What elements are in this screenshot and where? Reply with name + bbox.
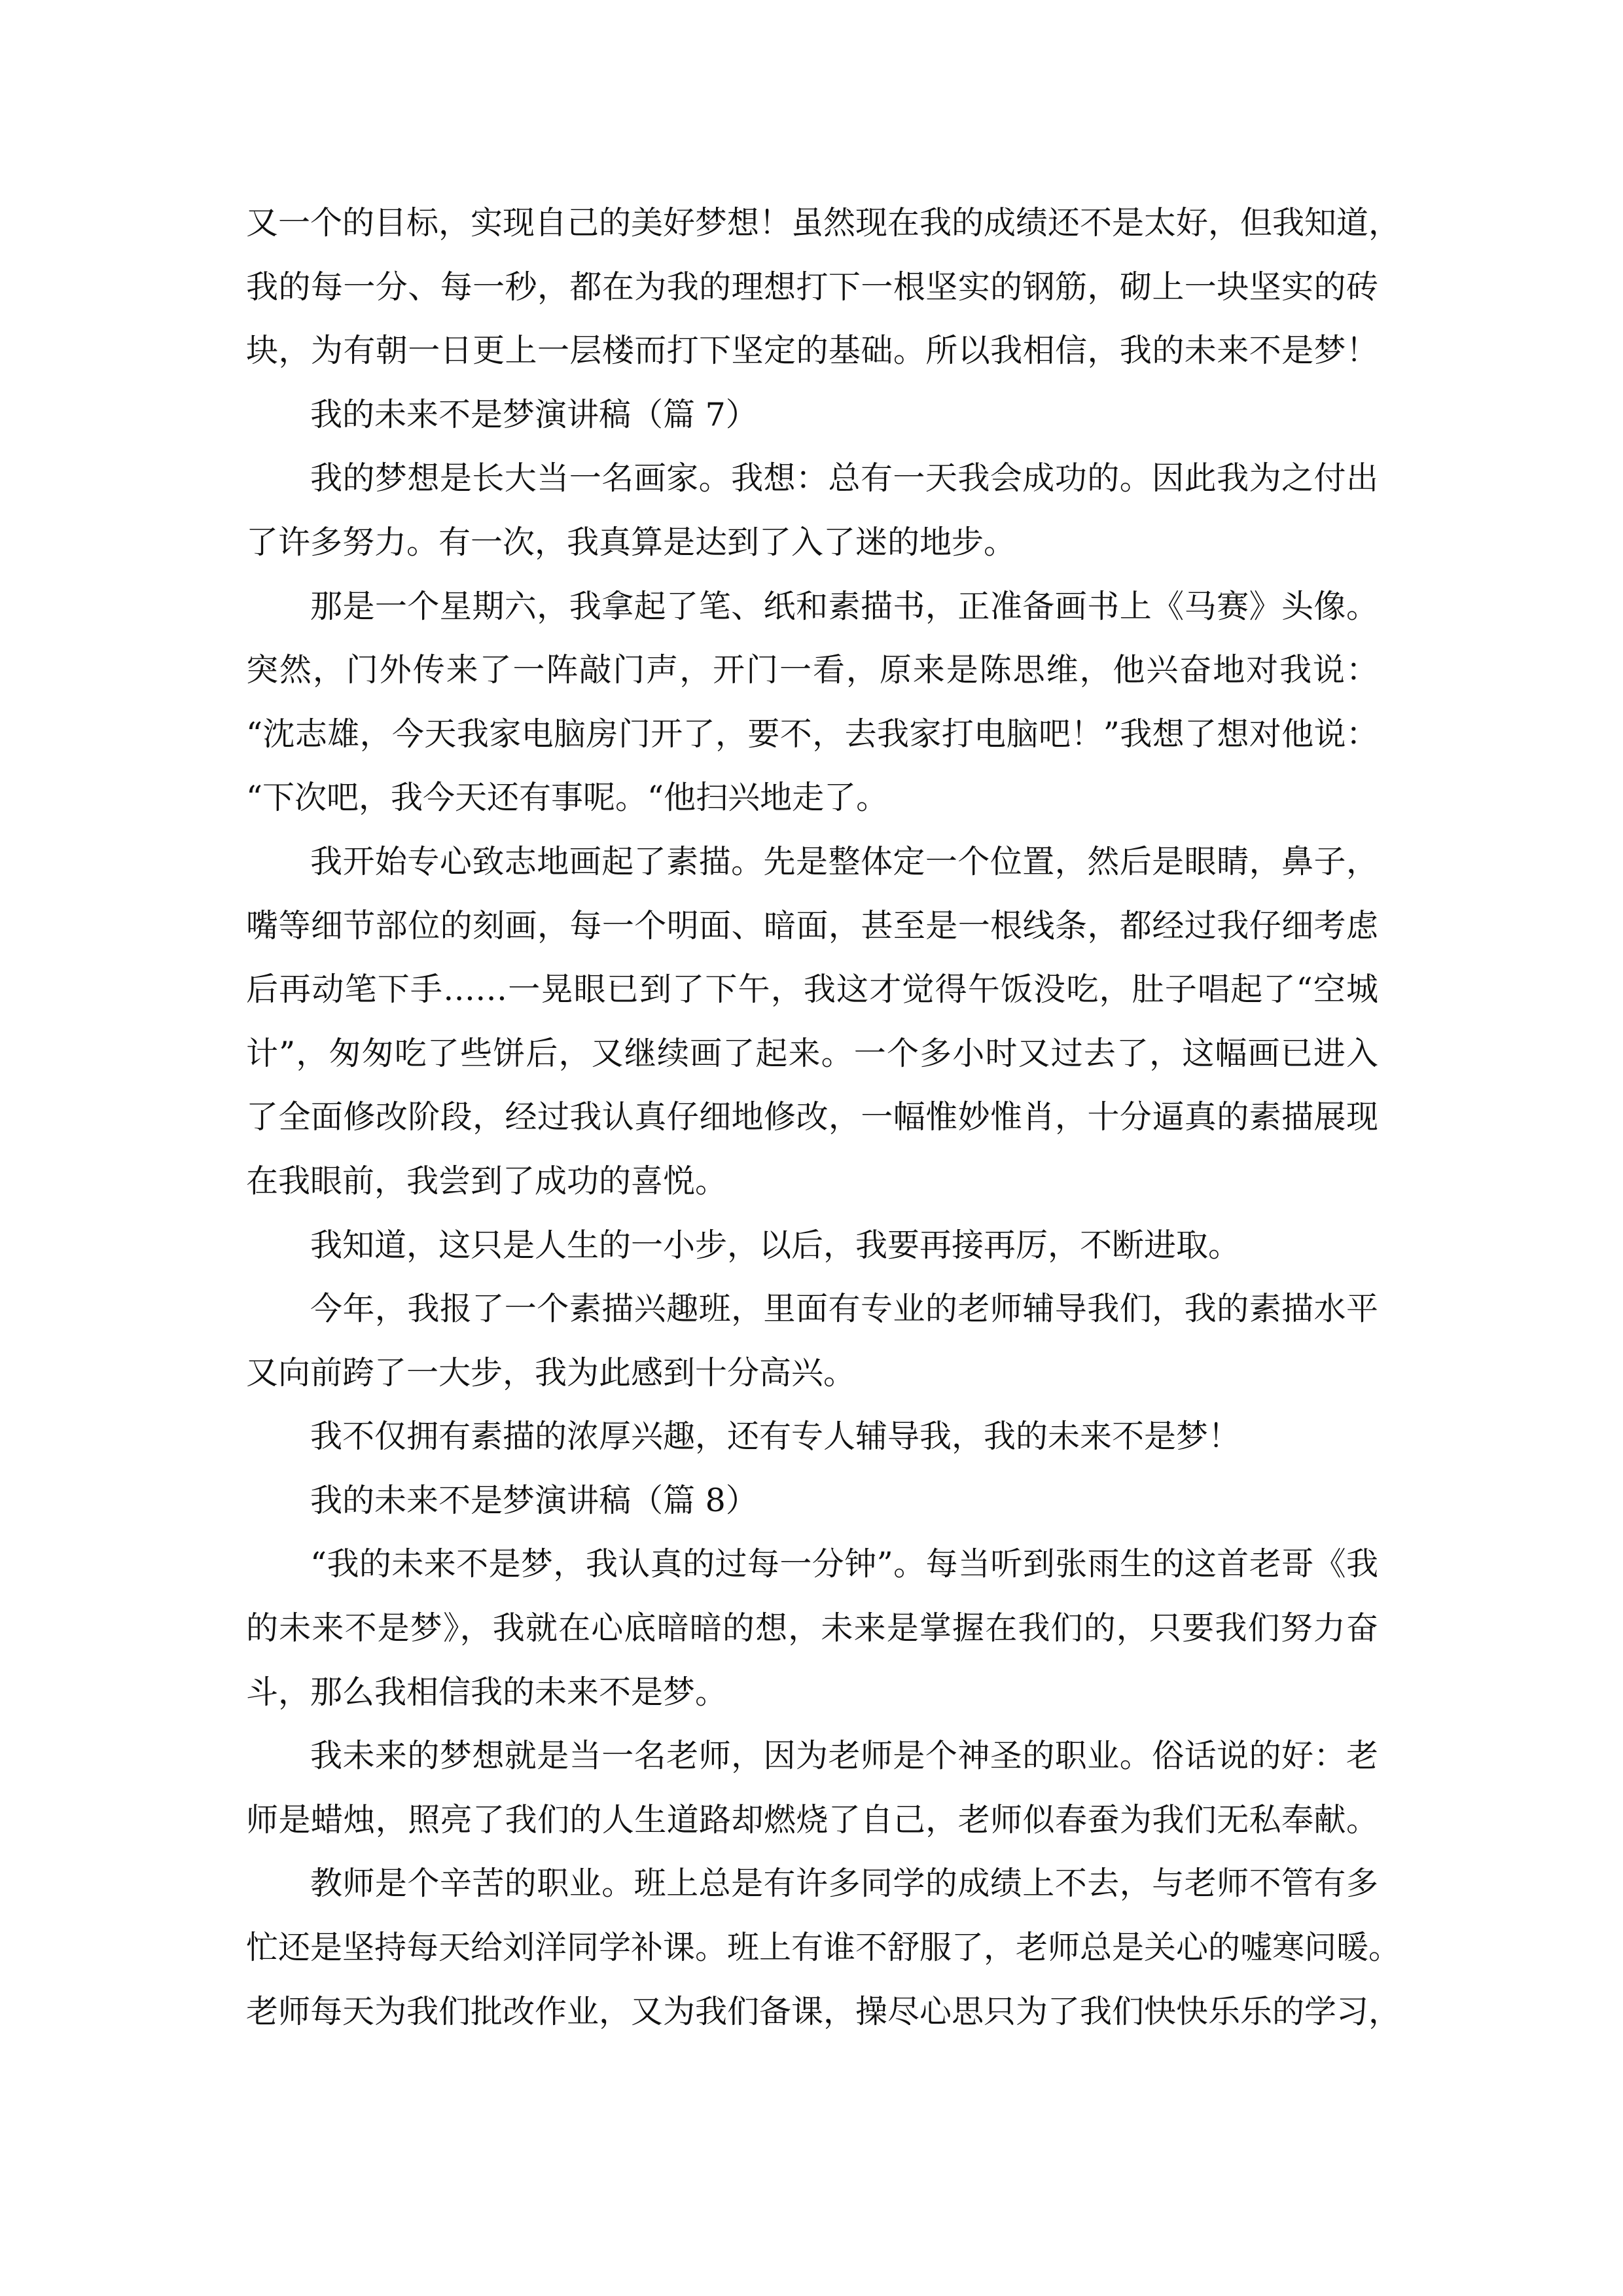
text-line: 我知道，这只是人生的一小步，以后，我要再接再厉，不断进取。: [310, 1226, 1241, 1264]
text-line: 教师是个辛苦的职业。班上总是有许多同学的成绩上不去，与老师不管有多: [310, 1865, 1378, 1903]
text-line: 我的未来不是梦演讲稿（篇 8）: [310, 1481, 758, 1519]
text-line: 我不仅拥有素描的浓厚兴趣，还有专人辅导我，我的未来不是梦！: [310, 1418, 1241, 1456]
text-line: 计”，匆匆吃了些饼后，又继续画了起来。一个多小时又过去了，这幅画已进入: [246, 1034, 1378, 1072]
text-line: “我的未来不是梦，我认真的过每一分钟”。每当听到张雨生的这首老哥《我: [310, 1545, 1378, 1583]
text-line: 我的未来不是梦演讲稿（篇 7）: [310, 395, 758, 433]
text-line: 了全面修改阶段，经过我认真仔细地修改，一幅惟妙惟肖，十分逼真的素描展现: [246, 1098, 1378, 1136]
text-line: 我的梦想是长大当一名画家。我想：总有一天我会成功的。因此我为之付出: [310, 459, 1378, 497]
text-line: 又向前跨了一大步，我为此感到十分高兴。: [246, 1354, 856, 1391]
text-line: 老师每天为我们批改作业，又为我们备课，操尽心思只为了我们快快乐乐的学习，: [246, 1992, 1401, 2030]
document-body: [246, 191, 1401, 2043]
text-line: 了许多努力。有一次，我真算是达到了入了迷的地步。: [246, 523, 1016, 561]
text-line: 我开始专心致志地画起了素描。先是整体定一个位置，然后是眼睛，鼻子，: [310, 842, 1378, 880]
text-line: 师是蜡烛，照亮了我们的人生道路却燃烧了自己，老师似春蚕为我们无私奉献。: [246, 1801, 1378, 1839]
text-line: “沈志雄，今天我家电脑房门开了，要不，去我家打电脑吧！”我想了想对他说：: [246, 715, 1378, 753]
text-line: 嘴等细节部位的刻画，每一个明面、暗面，甚至是一根线条，都经过我仔细考虑: [246, 906, 1378, 944]
text-line: 在我眼前，我尝到了成功的喜悦。: [246, 1162, 728, 1200]
text-line: 的未来不是梦》，我就在心底暗暗的想，未来是掌握在我们的，只要我们努力奋: [246, 1609, 1378, 1647]
text-line: 斗，那么我相信我的未来不是梦。: [246, 1673, 728, 1711]
text-line: 后再动笔下手……一晃眼已到了下午，我这才觉得午饭没吃，肚子唱起了“空城: [246, 971, 1378, 1009]
text-line: “下次吧，我今天还有事呢。“他扫兴地走了。: [246, 779, 889, 817]
text-line: 突然，门外传来了一阵敲门声，开门一看，原来是陈思维，他兴奋地对我说：: [246, 651, 1378, 689]
text-line: 块，为有朝一日更上一层楼而打下坚定的基础。所以我相信，我的未来不是梦！: [246, 332, 1378, 370]
text-line: 那是一个星期六，我拿起了笔、纸和素描书，正准备画书上《马赛》头像。: [310, 587, 1378, 625]
text-line: 我未来的梦想就是当一名老师，因为老师是个神圣的职业。俗话说的好：老: [310, 1737, 1378, 1775]
text-line: 忙还是坚持每天给刘洋同学补课。班上有谁不舒服了，老师总是关心的嘘寒问暖。: [246, 1929, 1401, 1967]
text-line: 我的每一分、每一秒，都在为我的理想打下一根坚实的钢筋，砌上一块坚实的砖: [246, 268, 1378, 306]
text-line: 又一个的目标，实现自己的美好梦想！虽然现在我的成绩还不是太好，但我知道，: [246, 204, 1401, 242]
text-line: 今年，我报了一个素描兴趣班，里面有专业的老师辅导我们，我的素描水平: [310, 1290, 1378, 1328]
